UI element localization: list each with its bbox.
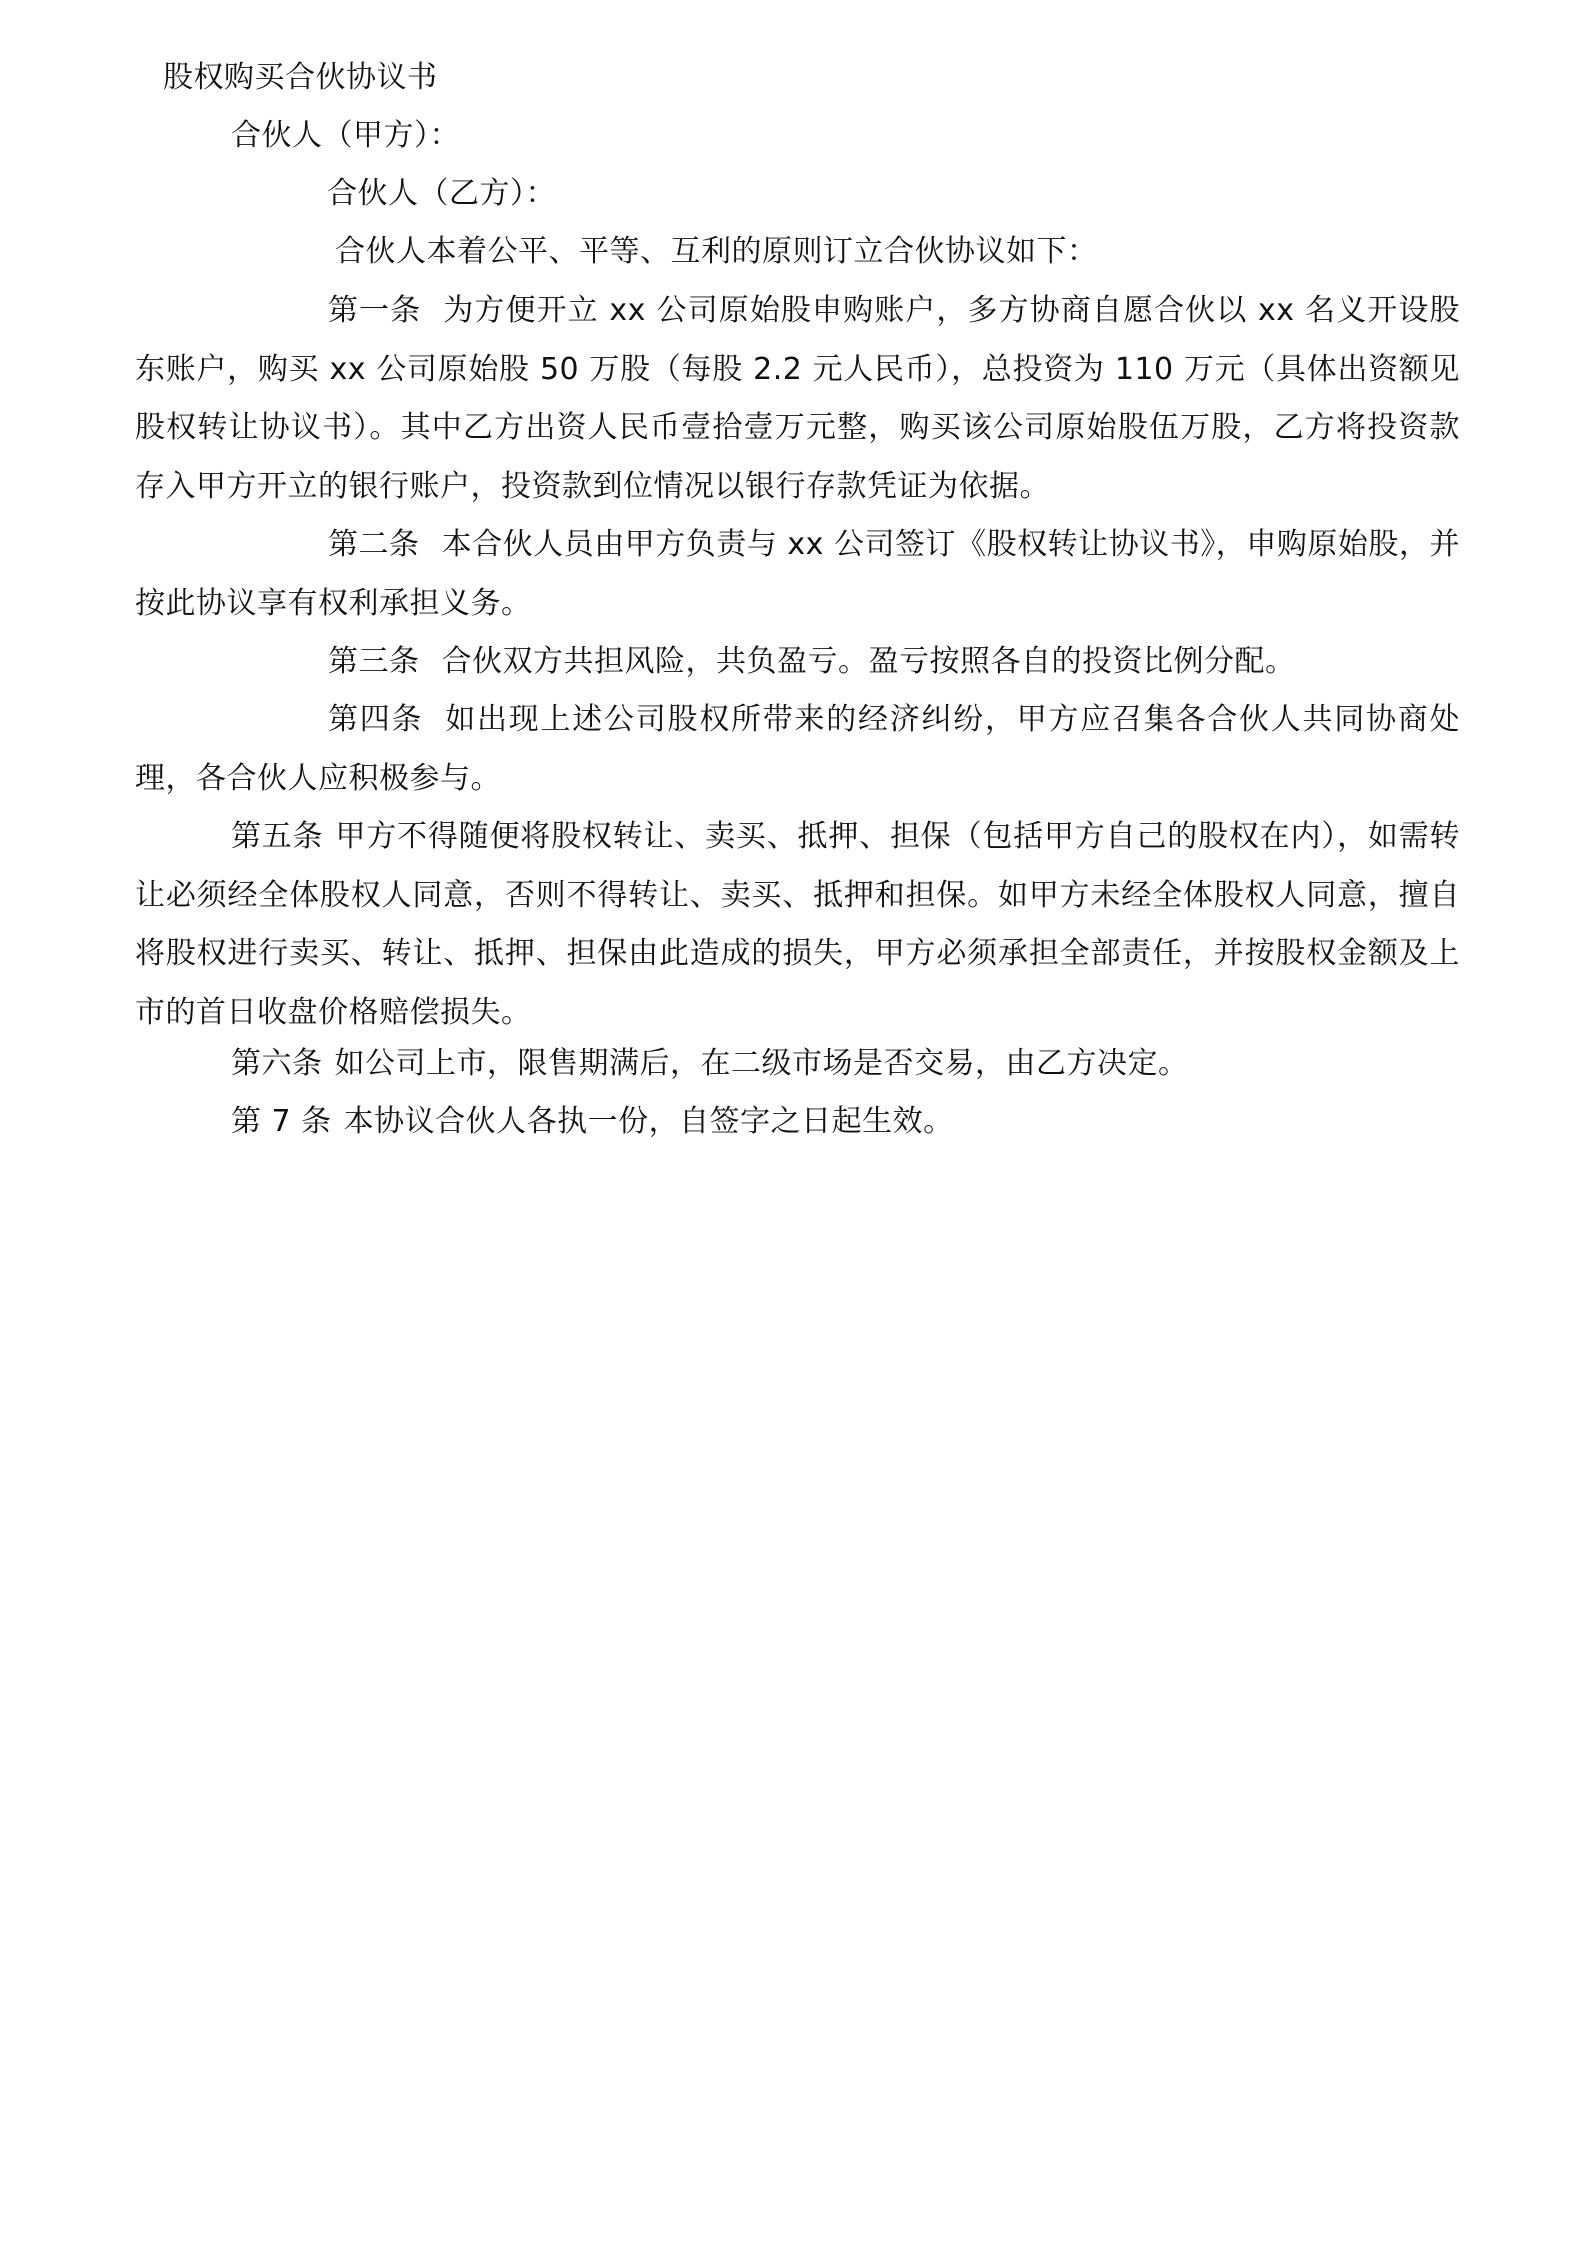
article-3-text: 合伙双方共担风险，共负盈亏。盈亏按照各自的投资比例分配。: [441, 644, 1296, 679]
article-4-heading: 第四条: [328, 702, 424, 737]
party-a-line: 合伙人（甲方）：: [231, 118, 460, 153]
preamble-line: 合伙人本着公平、平等、互利的原则订立合伙协议如下：: [335, 234, 1098, 269]
party-b-line: 合伙人（乙方）：: [327, 176, 556, 211]
article-2: [135, 516, 1460, 633]
article-3: [135, 633, 1460, 692]
document-title: 股权购买合伙协议书: [163, 60, 438, 95]
article-5-text: 甲方不得随便将股权转让、卖买、抵押、担保（包括甲方自己的股权在内），如需转让必须经全体股权人同意，否则不得转让、卖买、抵押和担保。如甲方未经全体股权人同意，擅自将股权进行卖买、转让、抵押、担保由此造成的损失，甲方必须承担全部责任，并按股权金额及上市的首日收盘价格赔偿损失。: [135, 819, 1461, 1030]
article-1-heading: 第一条: [328, 293, 422, 328]
article-5: [135, 808, 1460, 1042]
article-1-text: 为方便开立 xx 公司原始股申购账户，多方协商自愿合伙以 xx 名义开设股东账户，购买 xx 公司原始股 50 万股（每股 2.2 元人民币），总投资为 110 万元（具体出资额见股权转让协议书）。其中乙方出资人民币壹拾壹万元整，购买该公司原始股伍万股，乙方将投资款存入甲方开立的银行账户，投资款到位情况以银行存款凭证为依据。: [135, 293, 1460, 504]
article-6-text: 如公司上市，限售期满后，在二级市场是否交易，由乙方决定。: [334, 1046, 1189, 1081]
article-6: [231, 1044, 1189, 1084]
article-3-heading: 第三条: [328, 644, 420, 679]
article-5-heading: 第五条: [231, 819, 324, 854]
article-6-heading: 第六条: [231, 1046, 323, 1081]
article-2-text: 本合伙人员由甲方负责与 xx 公司签订《股权转让协议书》，申购原始股，并按此协议享有权利承担义务。: [135, 527, 1460, 621]
article-7-text: 本协议合伙人各执一份，自签字之日起生效。: [343, 1104, 954, 1139]
article-4: [135, 691, 1460, 808]
article-1: [135, 282, 1460, 516]
article-2-heading: 第二条: [328, 527, 420, 562]
article-7-heading: 第 7 条: [231, 1104, 332, 1139]
article-4-text: 如出现上述公司股权所带来的经济纠纷，甲方应召集各合伙人共同协商处理，各合伙人应积极参与。: [135, 702, 1460, 796]
article-7: [231, 1102, 954, 1142]
